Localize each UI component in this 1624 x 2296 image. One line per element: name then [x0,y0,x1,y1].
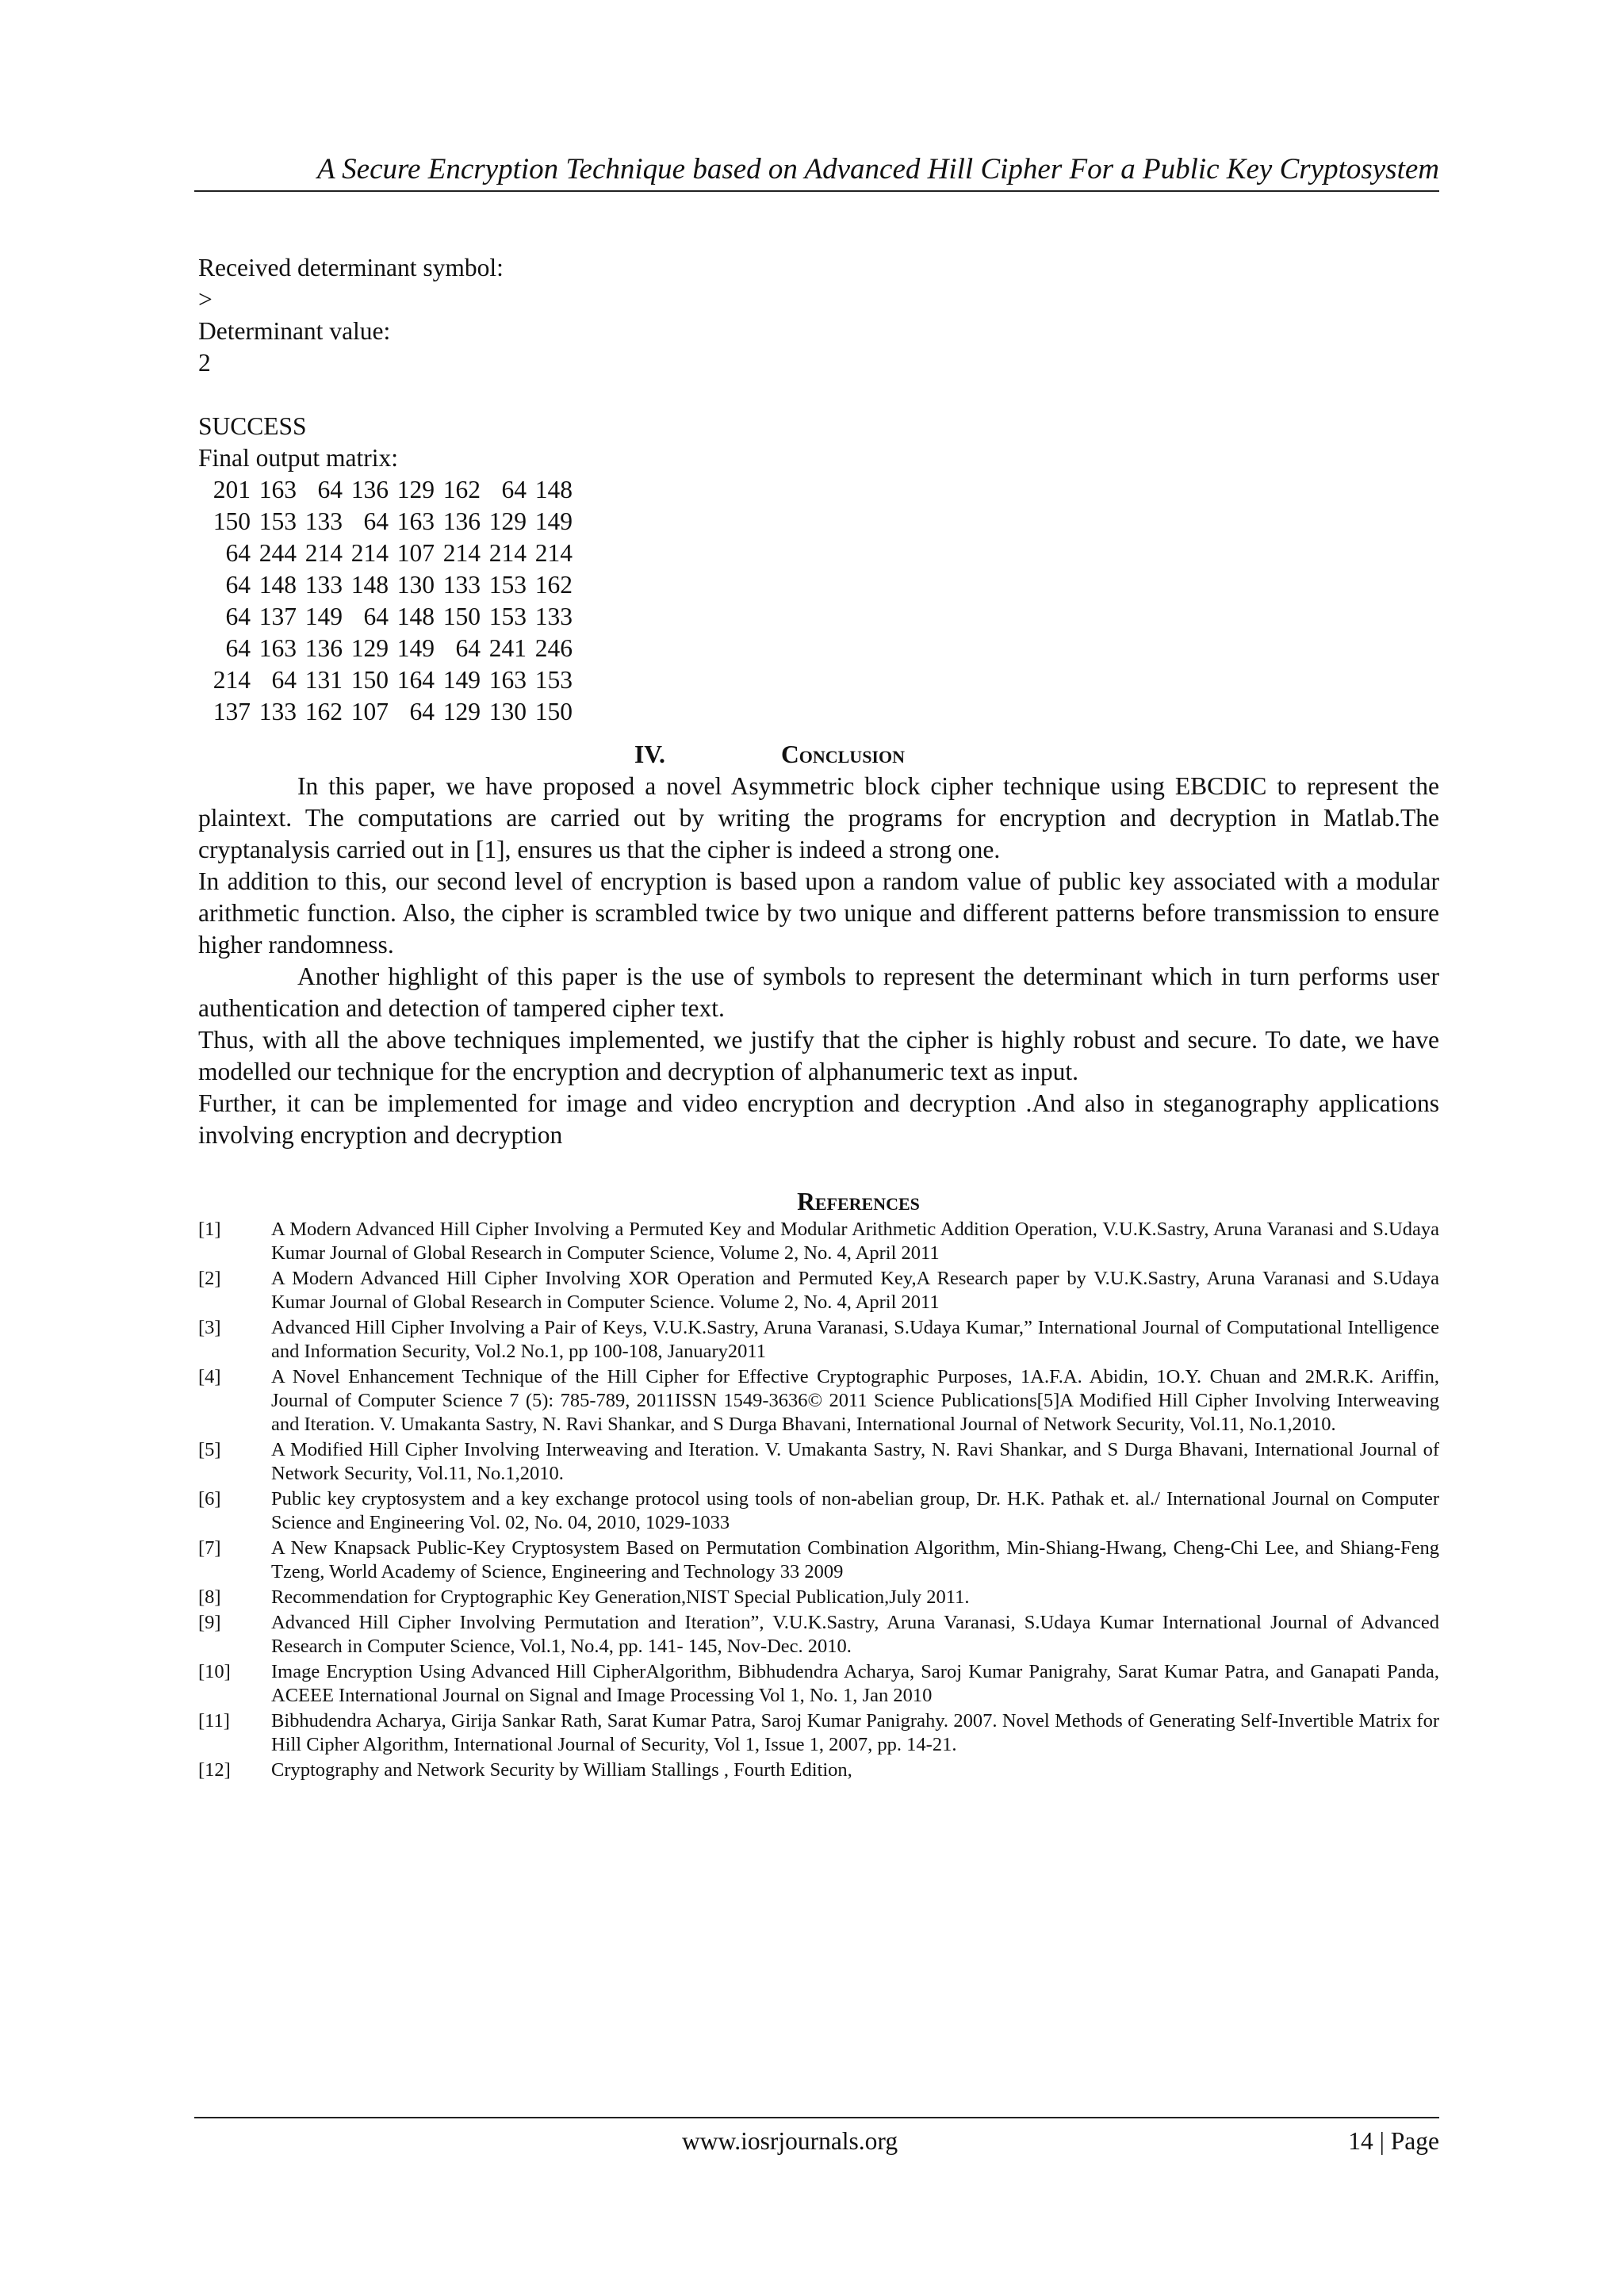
matrix-cell: 133 [534,603,573,630]
matrix-cell: 241 [488,634,527,662]
reference-text: A Modern Advanced Hill Cipher Involving a Permuted Key and Modular Arithmetic Addition Operation, V.U.K.Sastry, Aruna Varanasi and S.Udaya Kumar Journal of Global Research in Computer Science, Volume 2, No. 4, April 2011 [271,1219,1439,1264]
reference-text: Public key cryptosystem and a key exchange protocol using tools of non-abelian group, Dr. H.K. Pathak et. al./ International Journal on Computer Science and Engineering Vol. 02, No. 04, 2010, 1029-1033 [271,1488,1439,1533]
reference-text: A Novel Enhancement Technique of the Hill Cipher for Effective Cryptographic Purposes, 1A.F.A. Abidin, 1O.Y. Chuan and 2M.R.K. Ariffin, Journal of Computer Science 7 (5): 785-789, 2011ISSN 1549-3636© 2011 Science Publications[5]A Modified Hill Cipher Involving Interweaving and Iteration. V. Umakanta Sastry, N. Ravi Shankar, and S Durga Bhavani, International Journal of Network Security, Vol.11, No.1,2010. [271,1366,1439,1435]
matrix-cell: 163 [488,666,527,694]
reference-text: Advanced Hill Cipher Involving Permutation and Iteration”, V.U.K.Sastry, Aruna Varanasi, S.Udaya Kumar International Journal of Advanced Research in Computer Science, Vol.1, No.4, pp. 141- 145, Nov-Dec. 2010. [271,1612,1439,1657]
determinant-value: 2 [198,349,211,377]
reference-text: A Modern Advanced Hill Cipher Involving XOR Operation and Permuted Key,A Research paper by V.U.K.Sastry, Aruna Varanasi and S.Udaya Kumar Journal of Global Research in Computer Science. Volume 2, No. 4, April 2011 [271,1268,1439,1313]
header-rule [194,190,1439,192]
reference-item [198,1758,1439,1782]
matrix-cell: 149 [534,507,573,535]
matrix-cell: 162 [304,698,343,725]
footer-website: www.iosrjournals.org [682,2127,898,2155]
matrix-cell: 149 [442,666,481,694]
conclusion-section-number: IV. [634,740,665,768]
reference-number: [4] [198,1366,221,1387]
matrix-cell: 153 [534,666,573,694]
final-output-matrix [205,474,573,728]
matrix-cell: 162 [534,571,573,599]
reference-number: [8] [198,1586,221,1608]
reference-text: Recommendation for Cryptographic Key Generation,NIST Special Publication,July 2011. [271,1586,970,1608]
received-symbol-label: Received determinant symbol: [198,254,504,281]
matrix-cell: 64 [363,603,389,630]
matrix-cell: 133 [259,698,297,725]
matrix-cell: 64 [225,634,251,662]
matrix-cell: 214 [488,539,527,567]
matrix-cell: 137 [213,698,251,725]
matrix-cell: 214 [304,539,343,567]
matrix-cell: 149 [304,603,343,630]
matrix-cell: 64 [409,698,435,725]
status-text: SUCCESS [198,412,307,440]
matrix-cell: 137 [259,603,297,630]
conclusion-section-title: Conclusion [781,740,905,768]
matrix-cell: 64 [225,571,251,599]
matrix-cell: 148 [259,571,297,599]
running-header-title: A Secure Encryption Technique based on Advanced Hill Cipher For a Public Key Cryptosystem [317,153,1439,186]
conclusion-paragraph: In addition to this, our second level of encryption is based upon a random value of public key associated with a modular arithmetic function. Also, the cipher is scrambled twice by two unique and different patterns before transmission to ensure higher randomness. [198,867,1439,959]
matrix-row [205,664,573,696]
conclusion-paragraph: Another highlight of this paper is the use of symbols to represent the determinant which in turn performs user authentication and detection of tampered cipher text. [198,962,1439,1022]
matrix-cell: 136 [350,476,389,503]
reference-number: [12] [198,1759,231,1781]
matrix-cell: 214 [534,539,573,567]
reference-text: Bibhudendra Acharya, Girija Sankar Rath, Sarat Kumar Patra, Saroj Kumar Panigrahy. 2007. Novel Methods of Generating Self-Invertible Matrix for Hill Cipher Algorithm, International Journal of Security, Vol 1, Issue 1, 2007, pp. 14-21. [271,1710,1439,1755]
reference-number: [3] [198,1317,221,1338]
matrix-cell: 64 [363,507,389,535]
matrix-cell: 148 [534,476,573,503]
reference-item [198,1218,1439,1265]
matrix-cell: 163 [259,476,297,503]
matrix-label: Final output matrix: [198,444,398,472]
matrix-cell: 214 [213,666,251,694]
matrix-row [205,696,573,728]
reference-item [198,1487,1439,1535]
reference-number: [9] [198,1612,221,1633]
matrix-cell: 64 [501,476,527,503]
reference-text: A New Knapsack Public-Key Cryptosystem Based on Permutation Combination Algorithm, Min-Shiang-Hwang, Cheng-Chi Lee, and Shiang-Feng Tzeng, World Academy of Science, Engineering and Technology 33 2009 [271,1537,1439,1582]
reference-text: A Modified Hill Cipher Involving Interweaving and Iteration. V. Umakanta Sastry, N. Ravi Shankar, and S Durga Bhavani, International Journal of Network Security, Vol.11, No.1,2010. [271,1439,1439,1484]
matrix-cell: 150 [534,698,573,725]
reference-number: [10] [198,1661,231,1682]
matrix-cell: 163 [396,507,435,535]
reference-item [198,1438,1439,1486]
matrix-cell: 107 [396,539,435,567]
reference-item [198,1709,1439,1757]
reference-text: Advanced Hill Cipher Involving a Pair of Keys, V.U.K.Sastry, Aruna Varanasi, S.Udaya Kumar,” International Journal of Computational Intelligence and Information Security, Vol.2 No.1, pp 100-108, January2011 [271,1317,1439,1362]
matrix-cell: 201 [213,476,251,503]
matrix-cell: 64 [225,539,251,567]
reference-item [198,1316,1439,1364]
matrix-cell: 150 [213,507,251,535]
matrix-row [205,569,573,601]
reference-item [198,1536,1439,1584]
reference-number: [2] [198,1268,221,1289]
matrix-cell: 129 [396,476,435,503]
page-body [198,252,1439,1784]
reference-number: [6] [198,1488,221,1510]
matrix-cell: 130 [488,698,527,725]
reference-item [198,1611,1439,1659]
matrix-cell: 150 [350,666,389,694]
determinant-label: Determinant value: [198,317,391,345]
conclusion-paragraph: Thus, with all the above techniques implemented, we justify that the cipher is highly robust and secure. To date, we have modelled our technique for the encryption and decryption of alphanumeric text as input. [198,1026,1439,1085]
conclusion-heading [198,739,1439,771]
reference-number: [7] [198,1537,221,1559]
references-list [198,1218,1439,1782]
reference-item [198,1586,1439,1609]
matrix-cell: 129 [442,698,481,725]
reference-item [198,1660,1439,1708]
matrix-cell: 214 [350,539,389,567]
matrix-cell: 149 [396,634,435,662]
matrix-cell: 64 [317,476,343,503]
matrix-cell: 136 [304,634,343,662]
matrix-row [205,633,573,664]
reference-number: [11] [198,1710,230,1732]
matrix-cell: 153 [488,571,527,599]
matrix-cell: 214 [442,539,481,567]
matrix-row [205,506,573,538]
reference-item [198,1267,1439,1314]
matrix-cell: 153 [488,603,527,630]
matrix-cell: 129 [350,634,389,662]
spacer [198,379,1439,411]
matrix-cell: 163 [259,634,297,662]
matrix-cell: 148 [396,603,435,630]
matrix-cell: 150 [442,603,481,630]
matrix-cell: 164 [396,666,435,694]
matrix-cell: 133 [442,571,481,599]
reference-number: [1] [198,1219,221,1240]
matrix-cell: 133 [304,571,343,599]
matrix-cell: 131 [304,666,343,694]
reference-text: Cryptography and Network Security by William Stallings , Fourth Edition, [271,1759,852,1781]
reference-text: Image Encryption Using Advanced Hill CipherAlgorithm, Bibhudendra Acharya, Saroj Kumar Panigrahy, Sarat Kumar Patra, and Ganapati Panda, ACEEE International Journal on Signal and Image Processing Vol 1, No. 1, Jan 2010 [271,1661,1439,1706]
reference-item [198,1365,1439,1437]
matrix-row [205,538,573,569]
matrix-cell: 246 [534,634,573,662]
matrix-cell: 64 [225,603,251,630]
matrix-cell: 148 [350,571,389,599]
matrix-row [205,601,573,633]
matrix-cell: 129 [488,507,527,535]
footer-rule [194,2117,1439,2118]
matrix-cell: 153 [259,507,297,535]
footer-page-number: 14 | Page [1348,2127,1439,2155]
matrix-cell: 244 [259,539,297,567]
matrix-cell: 64 [455,634,481,662]
matrix-cell: 136 [442,507,481,535]
matrix-cell: 107 [350,698,389,725]
conclusion-paragraph: Further, it can be implemented for image and video encryption and decryption .And also in steganography applications involving encryption and decryption [198,1089,1439,1149]
references-heading: References [797,1188,920,1215]
matrix-row [205,474,573,506]
matrix-cell: 133 [304,507,343,535]
conclusion-paragraph: In this paper, we have proposed a novel Asymmetric block cipher technique using EBCDIC to represent the plaintext. The computations are carried out by writing the programs for encryption and decryption in Matlab.The cryptanalysis carried out in [1], ensures us that the cipher is indeed a strong one. [198,772,1439,863]
matrix-cell: 64 [271,666,297,694]
received-symbol-value: > [198,285,213,313]
matrix-cell: 130 [396,571,435,599]
reference-number: [5] [198,1439,221,1460]
matrix-cell: 162 [442,476,481,503]
